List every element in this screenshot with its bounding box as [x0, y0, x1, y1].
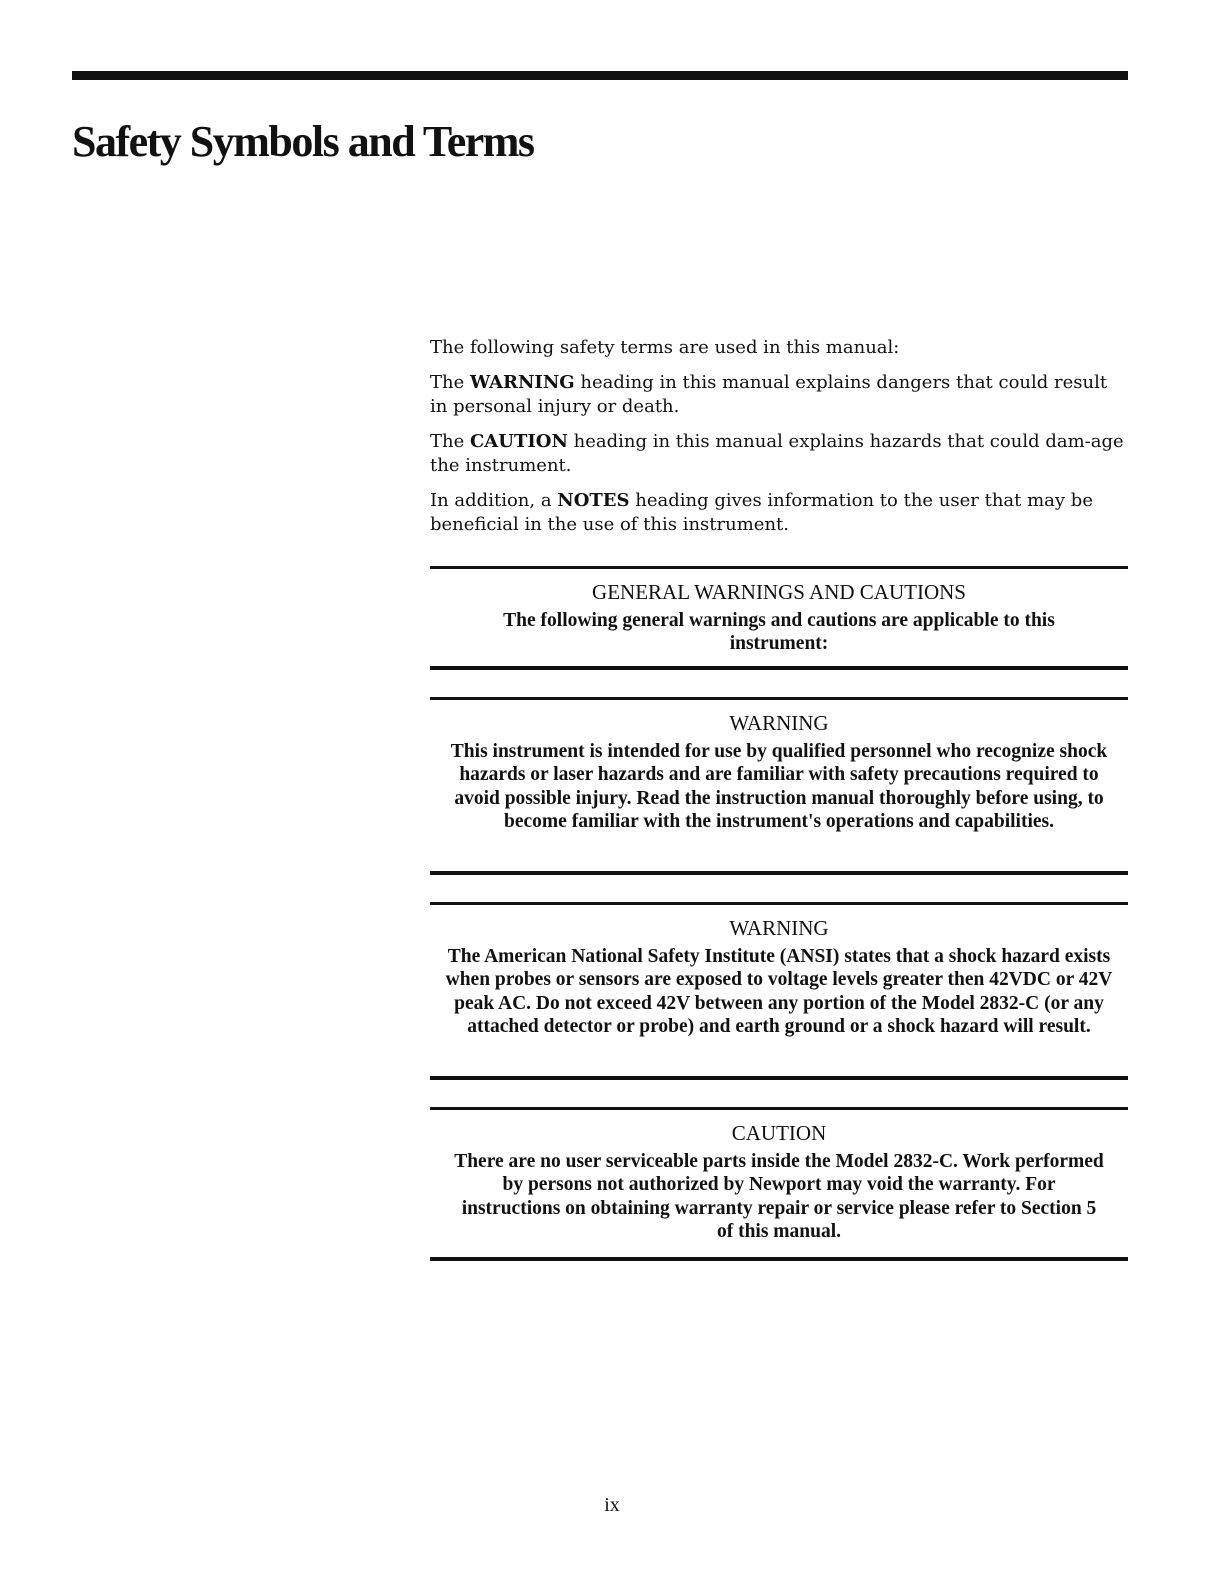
notes-term: NOTES — [557, 490, 630, 511]
caution-term: CAUTION — [469, 431, 568, 452]
warning-box-ansi-shock — [430, 902, 1128, 1080]
page-title: Safety Symbols and Terms — [72, 117, 534, 166]
intro-paragraph-caution — [430, 430, 1130, 478]
intro-paragraph-warning — [430, 371, 1130, 419]
caution-text: There are no user serviceable parts inside the Model 2832-C. Work performed by persons not authorized by Newport may void the warranty. For instructions on obtaining warranty repair or service please refer to Section 5 of this manual. — [454, 1151, 1104, 1243]
intro-paragraph-1: The following safety terms are used in this manual: — [430, 337, 900, 358]
intro-section — [430, 336, 1130, 548]
text-run: heading in this manual explains dangers that could result in personal injury or death. — [430, 372, 1108, 417]
text-run: heading gives information to the user that may be beneficial in the use of this instrument. — [430, 490, 1093, 535]
caution-heading: CAUTION — [731, 1121, 827, 1145]
page-number: ix — [604, 1494, 620, 1516]
text-run: The — [430, 431, 470, 452]
warning-box-qualified-personnel — [430, 697, 1128, 875]
warning-heading: WARNING — [729, 711, 829, 735]
warning-heading: WARNING — [729, 916, 829, 940]
caution-box — [430, 1107, 1128, 1261]
general-warnings-heading: GENERAL WARNINGS AND CAUTIONS — [592, 580, 966, 604]
intro-paragraph-notes — [430, 489, 1130, 537]
text-run: The — [430, 372, 470, 393]
general-warnings-box — [430, 566, 1128, 670]
warning-term: WARNING — [469, 372, 575, 393]
warning-text: This instrument is intended for use by qualified personnel who recognize shock hazards or laser hazards and are familiar with safety precautions required to avoid possible injury. Read the instruction manual thoroughly before using, to become familiar with the instrument's operations and capabilities. — [450, 741, 1108, 833]
text-run: In addition, a — [430, 490, 558, 511]
text-run: heading in this manual explains hazards that could dam-age the instrument. — [430, 431, 1124, 476]
general-warnings-text: The following general warnings and cautions are applicable to this instrument: — [503, 610, 1055, 655]
top-rule — [72, 71, 1128, 80]
warning-text: The American National Safety Institute (ANSI) states that a shock hazard exists when probes or sensors are exposed to voltage levels greater then 42VDC or 42V peak AC. Do not exceed 42V between any portion of the Model 2832-C (or any attached detector or probe) and earth ground or a shock hazard will result. — [445, 946, 1113, 1038]
